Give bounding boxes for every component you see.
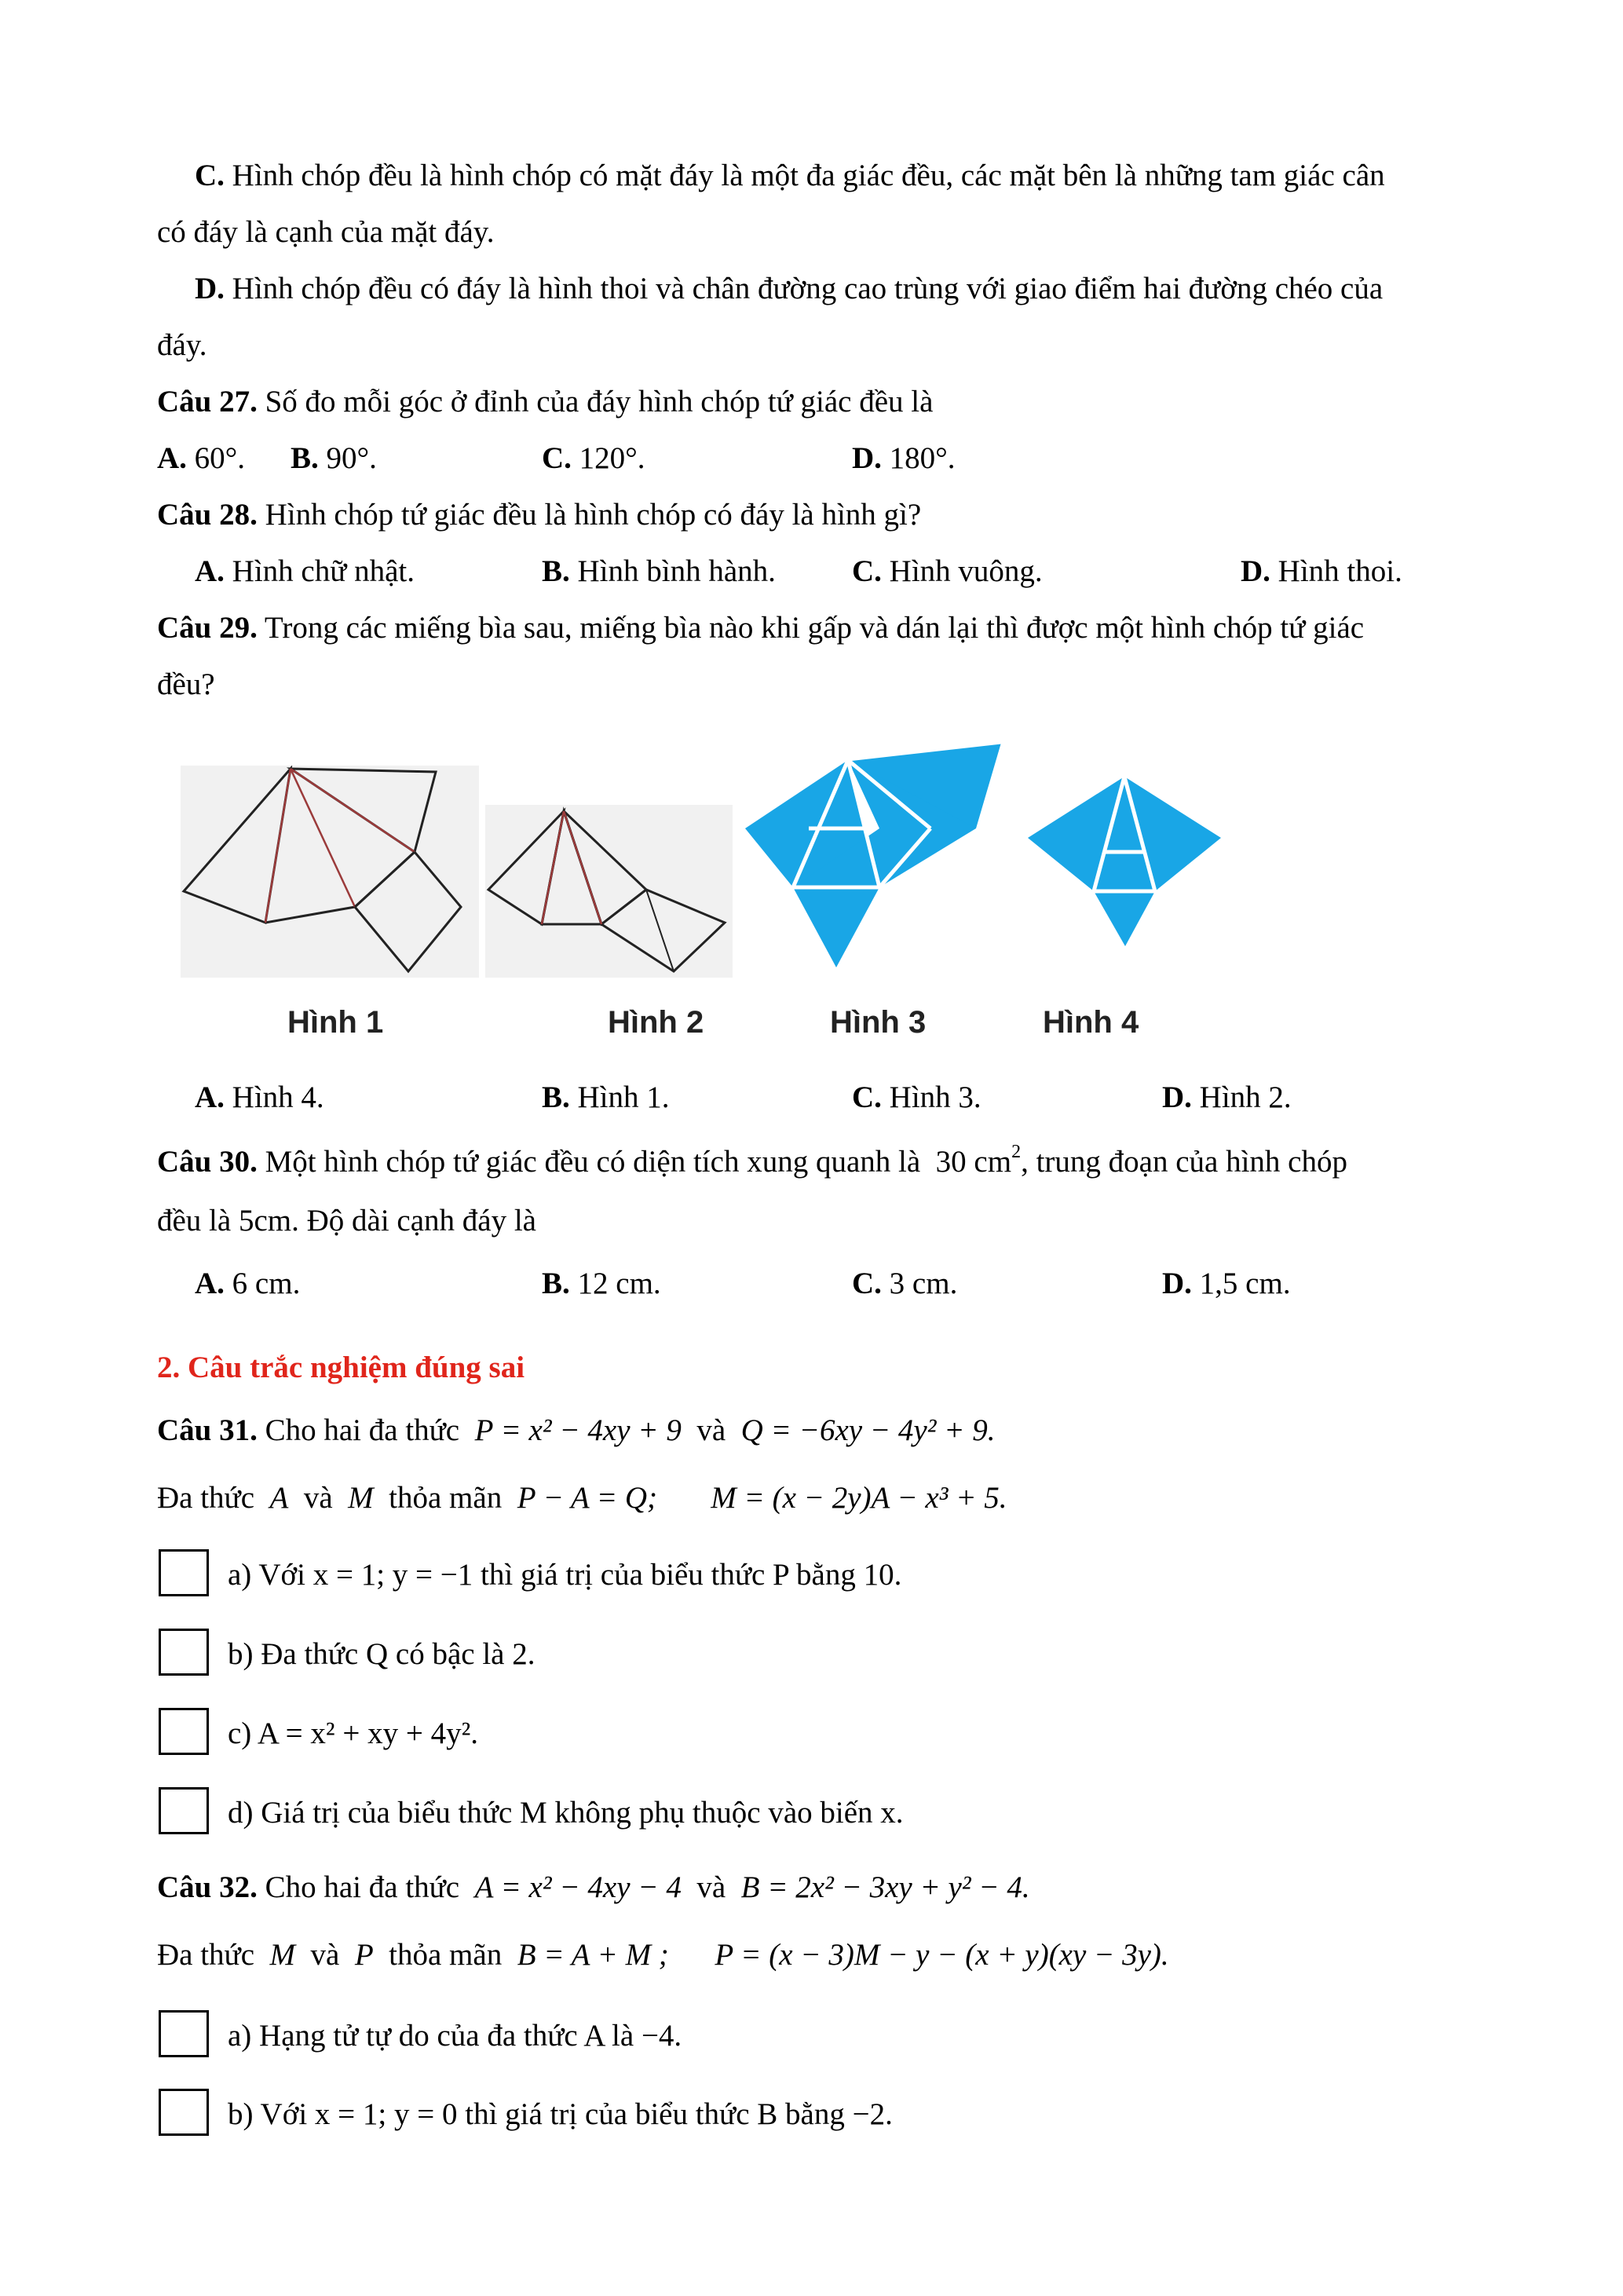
q32-statement-a: a) Hạng tử tự do của đa thức A là −4. xyxy=(228,2019,682,2053)
q31-checkbox-a[interactable] xyxy=(159,1549,209,1596)
q28-option-b[interactable]: B. Hình bình hành. xyxy=(542,554,776,588)
figure-4-net xyxy=(1025,773,1225,950)
q31-checkbox-c[interactable] xyxy=(159,1708,209,1755)
q28-option-d[interactable]: D. Hình thoi. xyxy=(1241,554,1402,588)
figure-4-caption: Hình 4 xyxy=(1043,1005,1139,1040)
q30-option-b[interactable]: B. 12 cm. xyxy=(542,1267,661,1300)
q27-option-b[interactable]: B. 90°. xyxy=(291,441,377,475)
q27-option-a[interactable]: A. 60°. xyxy=(157,441,246,475)
q30-question-line2: đều là 5cm. Độ dài cạnh đáy là xyxy=(157,1204,536,1238)
q31-statement-a: a) Với x = 1; y = −1 thì giá trị của biểu thức P bằng 10. xyxy=(228,1558,902,1592)
q26-option-c-line2: có đáy là cạnh của mặt đáy. xyxy=(157,215,495,249)
q27-option-d[interactable]: D. 180°. xyxy=(852,441,956,475)
q31-checkbox-b[interactable] xyxy=(159,1629,209,1676)
q29-option-a[interactable]: A. Hình 4. xyxy=(195,1080,324,1114)
q31-statement-d: d) Giá trị của biểu thức M không phụ thuộc vào biến x. xyxy=(228,1796,904,1830)
q30-option-c[interactable]: C. 3 cm. xyxy=(852,1267,958,1300)
q30-option-d[interactable]: D. 1,5 cm. xyxy=(1162,1267,1291,1300)
q30-question-line1: Câu 30. Một hình chóp tứ giác đều có diện tích xung quanh là 30 $cm^2$, trung đoạn của hình chóp xyxy=(157,1142,1347,1179)
q28-option-a[interactable]: A. Hình chữ nhật. xyxy=(195,554,415,588)
q32-statement-b: b) Với x = 1; y = 0 thì giá trị của biểu thức B bằng −2. xyxy=(228,2097,893,2131)
q32-checkbox-b[interactable] xyxy=(159,2089,209,2136)
q32-question: Câu 32. Cho hai đa thức A = x² − 4xy − 4 và B = 2x² − 3xy + y² − 4. xyxy=(157,1870,1030,1904)
q31-statement-b: b) Đa thức Q có bậc là 2. xyxy=(228,1637,536,1671)
q27-option-c[interactable]: C. 120°. xyxy=(542,441,645,475)
q31-checkbox-d[interactable] xyxy=(159,1787,209,1834)
figure-2-net xyxy=(485,805,733,978)
q29-question-line2: đều? xyxy=(157,667,215,701)
q29-option-c[interactable]: C. Hình 3. xyxy=(852,1080,981,1114)
q28-question: Câu 28. Hình chóp tứ giác đều là hình chóp có đáy là hình gì? xyxy=(157,498,922,532)
q32-checkbox-a[interactable] xyxy=(159,2010,209,2057)
q26-option-d-line1: D. Hình chóp đều có đáy là hình thoi và chân đường cao trùng với giao điểm hai đường chéo của xyxy=(195,272,1384,305)
q30-option-a[interactable]: A. 6 cm. xyxy=(195,1267,301,1300)
q28-option-c[interactable]: C. Hình vuông. xyxy=(852,554,1043,588)
figure-3-net xyxy=(742,738,1017,974)
q29-option-d[interactable]: D. Hình 2. xyxy=(1162,1080,1292,1114)
q29-question-line1: Câu 29. Trong các miếng bìa sau, miếng bìa nào khi gấp và dán lại thì được một hình chóp tứ giác xyxy=(157,611,1365,645)
q32-condition: Đa thức M và P thỏa mãn B = A + M ; P = (x − 3)M − y − (x + y)(xy − 3y). xyxy=(157,1938,1169,1972)
q29-option-b[interactable]: B. Hình 1. xyxy=(542,1080,670,1114)
figure-2-caption: Hình 2 xyxy=(608,1005,704,1040)
q26-option-d-line2: đáy. xyxy=(157,328,207,362)
q31-condition: Đa thức A và M thỏa mãn P − A = Q; M = (x − 2y)A − x³ + 5. xyxy=(157,1481,1007,1515)
figure-3-caption: Hình 3 xyxy=(830,1005,927,1040)
q27-question: Câu 27. Số đo mỗi góc ở đỉnh của đáy hình chóp tứ giác đều là xyxy=(157,385,934,419)
q26-option-c-line1: C. Hình chóp đều là hình chóp có mặt đáy là một đa giác đều, các mặt bên là những tam giác cân xyxy=(195,159,1385,192)
q31-statement-c: c) A = x² + xy + 4y². xyxy=(228,1717,479,1750)
figure-1-caption: Hình 1 xyxy=(287,1005,384,1040)
section-2-title: 2. Câu trắc nghiệm đúng sai xyxy=(157,1351,525,1384)
q31-question: Câu 31. Cho hai đa thức P = x² − 4xy + 9 và Q = −6xy − 4y² + 9. xyxy=(157,1413,996,1447)
figure-1-net xyxy=(181,766,479,978)
